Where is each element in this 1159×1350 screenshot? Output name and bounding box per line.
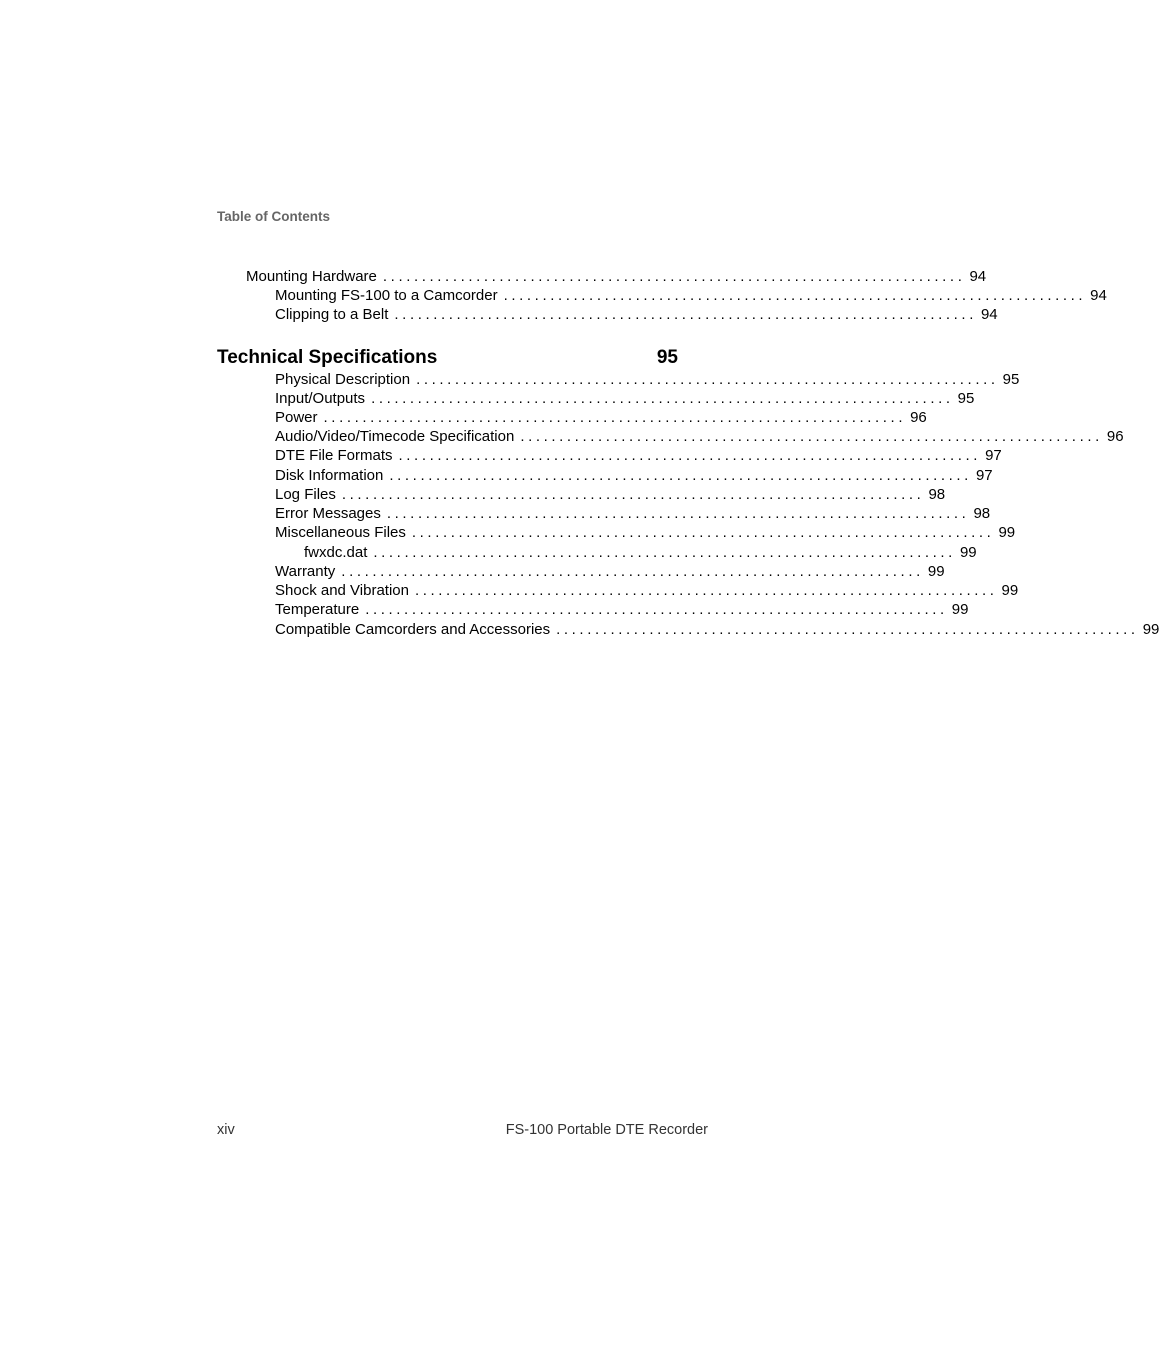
toc-entry-title: Mounting Hardware [246,268,377,285]
toc-entry[interactable] [275,466,993,485]
toc-entry-title: Clipping to a Belt [275,306,389,323]
toc-dot-leader: ........................................................................... [411,524,995,541]
toc-entry-page: 98 [973,505,991,522]
toc-dot-leader: ........................................................................... [394,306,977,323]
toc-entry-title: fwxdc.dat [304,544,368,561]
toc-entry-title: Shock and Vibration [275,582,409,599]
toc-entry[interactable] [275,581,1019,600]
toc-entry-title: Power [275,409,318,426]
toc-entry-page: 96 [910,409,927,426]
toc-entry-title: Physical Description [275,371,411,388]
toc-dot-leader: ........................................................................... [416,371,999,388]
toc-entry-page: 99 [998,524,1016,541]
toc-dot-leader: ........................................................................... [341,486,925,503]
toc-entry-page: 97 [985,447,1002,464]
toc-entry-page: 99 [1142,621,1159,638]
toc-entry-title: Error Messages [275,505,381,522]
toc-entry[interactable] [275,286,1107,305]
toc-entry-page: 97 [975,467,993,484]
toc-entry[interactable] [304,543,977,562]
toc-dot-leader: ........................................................................... [556,621,1139,638]
toc-entry-title: Miscellaneous Files [275,524,406,541]
toc-chapter-heading[interactable] [217,346,678,370]
toc-entry[interactable] [275,523,1016,542]
toc-entry[interactable] [246,267,987,286]
toc-entry[interactable] [275,504,991,523]
toc-dot-leader: ........................................................................... [323,409,907,426]
toc-entry-page: 99 [959,544,977,561]
toc-entry-page: 99 [927,563,945,580]
toc-entry[interactable] [275,600,969,619]
running-header: Table of Contents [217,209,330,224]
toc-entry-title: Audio/Video/Timecode Specification [275,428,515,445]
toc-dot-leader: ........................................................................... [398,447,982,464]
toc-entry-title: Temperature [275,601,360,618]
toc-entry-title: Log Files [275,486,336,503]
toc-entry-title: Compatible Camcorders and Accessories [275,621,551,638]
toc-entry[interactable] [275,408,927,427]
toc-dot-leader: ........................................................................... [341,563,924,580]
footer-page-number: xiv [217,1122,235,1138]
toc-entry-title: Warranty [275,563,336,580]
toc-entry-page: 99 [951,601,969,618]
toc-entry-title: Disk Information [275,467,384,484]
toc-dot-leader: ........................................................................... [520,428,1103,445]
toc-entry-page: 99 [1001,582,1019,599]
toc-dot-leader: ........................................................................... [389,467,972,484]
footer-document-title: FS-100 Portable DTE Recorder [505,1122,708,1138]
toc-dot-leader: ........................................................................... [365,601,948,618]
toc-dot-leader: ........................................................................... [503,287,1087,304]
toc-dot-leader: ........................................................................... [373,544,956,561]
toc-entry[interactable] [275,427,1124,446]
toc-entry-page: 95 [1002,371,1020,388]
toc-entry[interactable] [275,446,1002,465]
toc-entry[interactable] [275,562,945,581]
chapter-title: Technical Specifications [217,347,438,368]
toc-entry-title: Input/Outputs [275,390,366,407]
toc-entry-title: Mounting FS-100 to a Camcorder [275,287,498,304]
toc-entry-title: DTE File Formats [275,447,393,464]
toc-entry-page: 96 [1106,428,1124,445]
toc-entry-page: 94 [1090,287,1107,304]
toc-entry[interactable] [275,389,975,408]
toc-dot-leader: ........................................................................... [386,505,970,522]
toc-dot-leader: ........................................................................... [371,390,954,407]
toc-dot-leader: ........................................................................... [414,582,998,599]
toc-entry-page: 94 [980,306,998,323]
toc-entry[interactable] [275,305,998,324]
toc-entry-page: 94 [969,268,987,285]
toc-entry[interactable] [275,620,1159,639]
toc-entry-page: 98 [928,486,946,503]
toc-entry[interactable] [275,370,1020,389]
chapter-page: 95 [656,347,678,368]
toc-entry-page: 95 [957,390,975,407]
toc-entry[interactable] [275,485,946,504]
toc-dot-leader: ........................................................................... [382,268,966,285]
